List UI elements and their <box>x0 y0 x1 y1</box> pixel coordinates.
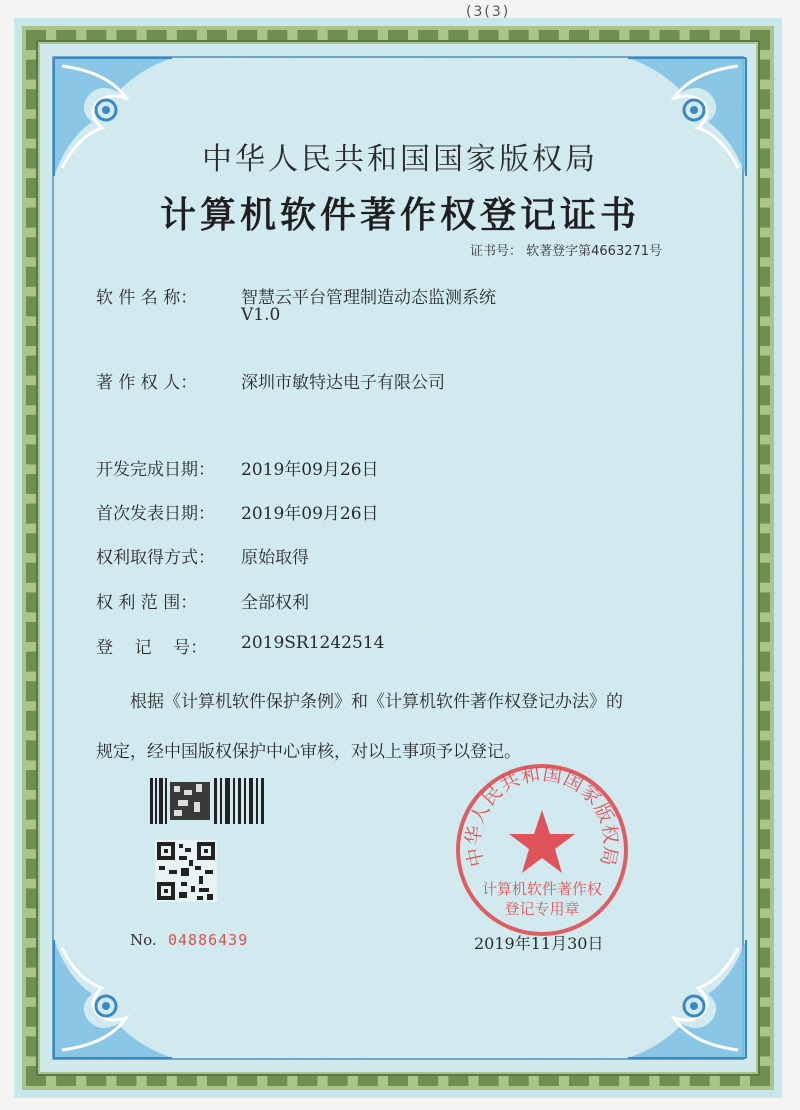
statement-line-2: 规定，经中国版权保护中心审核，对以上事项予以登记。 <box>96 742 521 762</box>
corner-ornament-bottom-right <box>622 934 752 1064</box>
issuer-title: 中华人民共和国国家版权局 <box>202 142 598 177</box>
seal-star-icon <box>509 810 575 873</box>
seal-line-2: 登记专用章 <box>504 900 580 918</box>
rights-scope-value: 全部权利 <box>241 593 309 613</box>
copyright-owner-label: 著 作 权 人： <box>96 373 198 393</box>
software-version-value: V1.0 <box>241 305 281 325</box>
development-date-value: 2019年09月26日 <box>241 460 379 480</box>
corner-ornament-bottom-left <box>48 934 178 1064</box>
certificate-title: 计算机软件著作权登记证书 <box>159 194 640 236</box>
rights-scope-label: 权 利 范 围： <box>96 593 198 613</box>
issue-date: 2019年11月30日 <box>474 934 604 953</box>
publish-date-label: 首次发表日期： <box>96 504 215 524</box>
seal-line-1: 计算机软件著作权 <box>481 880 603 898</box>
software-name-label: 软 件 名 称： <box>96 288 198 308</box>
qr-code <box>155 840 217 902</box>
official-seal <box>452 758 632 938</box>
copyright-owner-value: 深圳市敏特达电子有限公司 <box>241 373 445 393</box>
acquisition-method-value: 原始取得 <box>241 548 309 568</box>
development-date-label: 开发完成日期： <box>96 460 215 480</box>
statement-line-1: 根据《计算机软件保护条例》和《计算机软件著作权登记办法》的 <box>130 692 623 712</box>
registration-number-label: 登 记 号： <box>96 638 208 658</box>
barcode <box>150 778 266 824</box>
acquisition-method-label: 权利取得方式： <box>96 548 215 568</box>
seal-arc-text: 中华人民共和国国家版权局 <box>462 762 622 869</box>
publish-date-value: 2019年09月26日 <box>241 504 379 524</box>
serial-number-label: No. <box>130 931 157 949</box>
serial-number-value: 04886439 <box>168 931 249 949</box>
certificate-number: 证书号： 软著登字第4663271号 <box>470 244 663 259</box>
handwritten-corner-note: (3(3) <box>466 4 511 20</box>
registration-number-value: 2019SR1242514 <box>241 633 385 653</box>
software-name-value: 智慧云平台管理制造动态监测系统 <box>241 288 496 308</box>
